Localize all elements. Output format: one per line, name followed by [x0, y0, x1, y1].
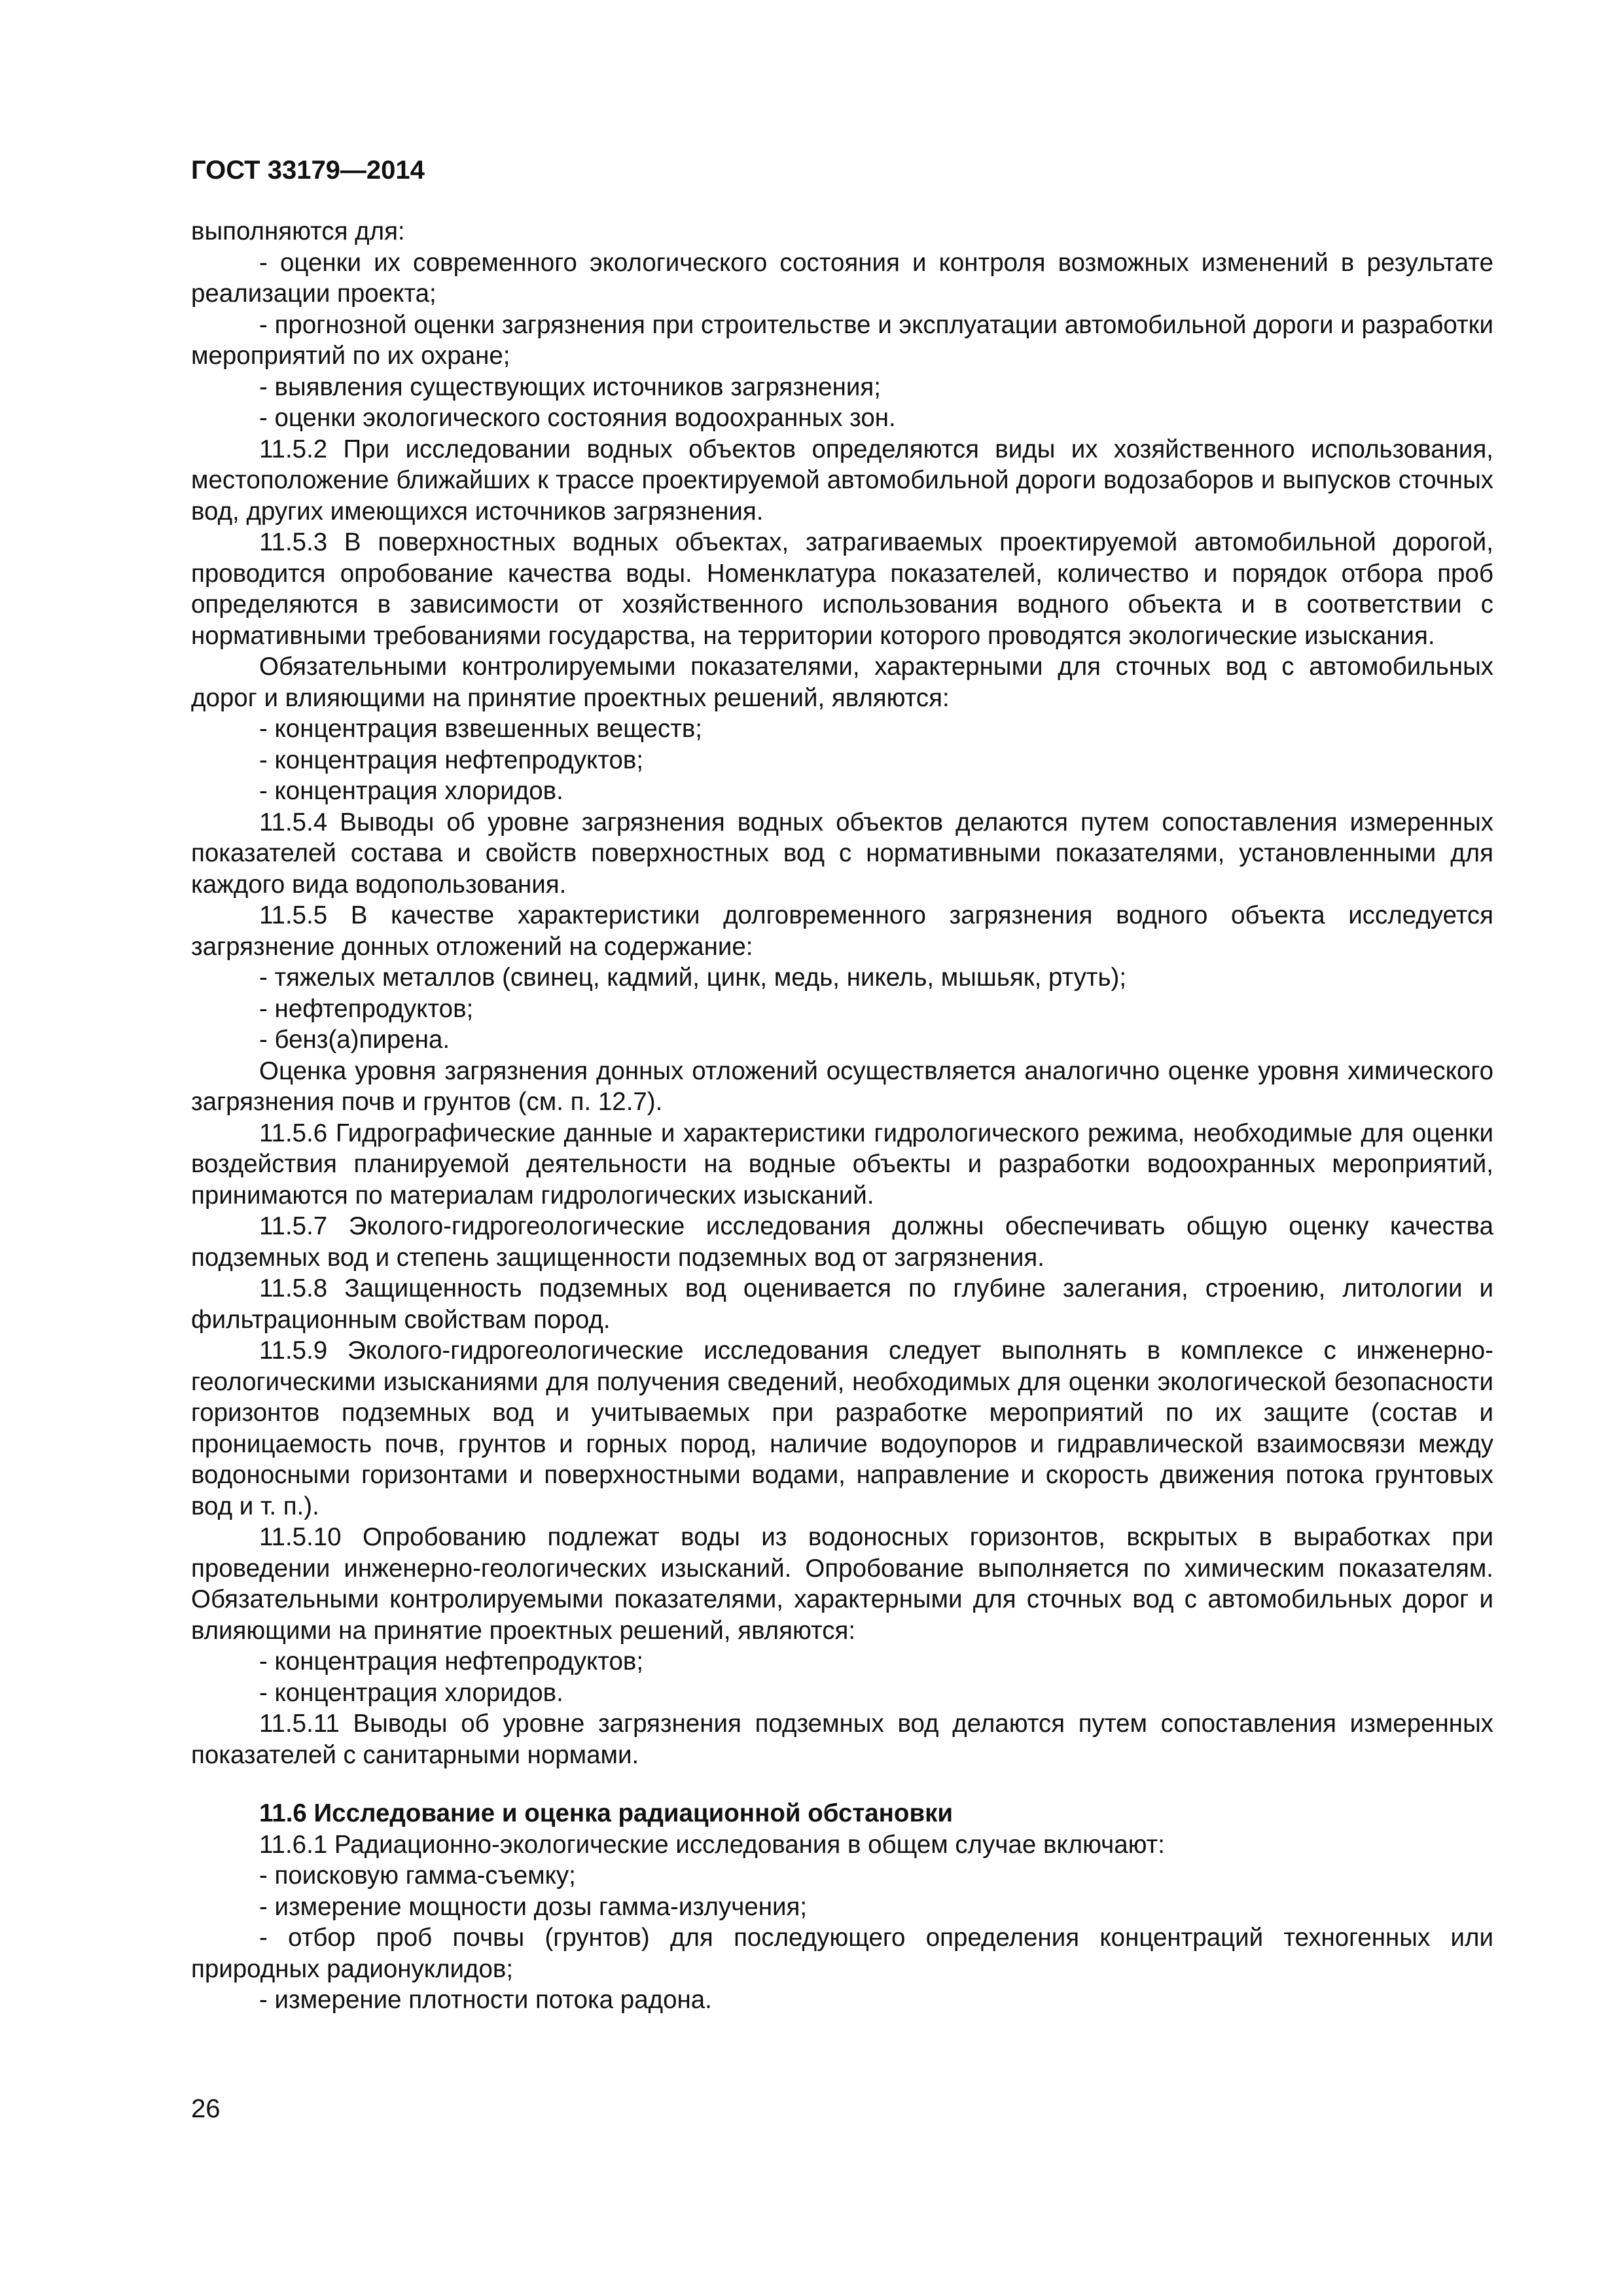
- paragraph: 11.5.8 Защищенность подземных вод оценивается по глубине залегания, строению, литологии и фильтрационным свойствам пород.: [191, 1274, 1493, 1334]
- paragraph: 11.5.7 Эколого-гидрогеологические исследования должны обеспечивать общую оценку качества подземных вод и степень защищенности подземных вод от загрязнения.: [191, 1212, 1493, 1272]
- list-item: - измерение плотности потока радона.: [259, 1986, 712, 2014]
- paragraph: 11.5.4 Выводы об уровне загрязнения водных объектов делаются путем сопоставления измеренных показателей состава и свойств поверхностных вод с нормативными показателями, установленными для каждого вида водопользования.: [191, 808, 1493, 899]
- paragraph: 11.5.6 Гидрографические данные и характеристики гидрологического режима, необходимые для оценки воздействия планируемой деятельности на водные объекты и разработки водоохранных мероприятий, принимаются по материалам гидрологических изысканий.: [191, 1119, 1493, 1210]
- paragraph: 11.5.11 Выводы об уровне загрязнения подземных вод делаются путем сопоставления измеренных показателей с санитарными нормами.: [191, 1710, 1493, 1769]
- paragraph: 11.5.5 В качестве характеристики долговременного загрязнения водного объекта исследуется загрязнение донных отложений на содержание:: [191, 901, 1493, 961]
- list-item: - нефтепродуктов;: [259, 994, 474, 1023]
- list-item: - отбор проб почвы (грунтов) для последующего определения концентраций техногенных или природных радионуклидов;: [191, 1924, 1493, 1983]
- list-item: - бенз(а)пирена.: [259, 1026, 450, 1054]
- paragraph: 11.6.1 Радиационно-экологические исследования в общем случае включают:: [259, 1830, 1166, 1859]
- list-item: - прогнозной оценки загрязнения при строительстве и эксплуатации автомобильной дороги и разработки мероприятий по их охране;: [191, 310, 1493, 370]
- list-item: - концентрация нефтепродуктов;: [259, 745, 644, 774]
- paragraph: 11.5.2 При исследовании водных объектов определяются виды их хозяйственного использования, местоположение ближайших к трассе проектируемой автомобильной дороги водозаборов и выпусков сточных вод, других имеющихся источников загрязнения.: [191, 435, 1493, 526]
- document-body: [191, 216, 1493, 2016]
- paragraph: Обязательными контролируемыми показателями, характерными для сточных вод с автомобильных дорог и влияющими на принятие проектных решений, являются:: [191, 653, 1493, 712]
- paragraph: выполняются для:: [191, 217, 405, 245]
- list-item: - измерение мощности дозы гамма-излучения;: [259, 1892, 808, 1921]
- section-heading: 11.6 Исследование и оценка радиационной обстановки: [259, 1799, 954, 1827]
- list-item: - концентрация хлоридов.: [259, 1678, 563, 1707]
- document-header: ГОСТ 33179—2014: [191, 156, 425, 185]
- list-item: - выявления существующих источников загрязнения;: [259, 372, 881, 401]
- list-item: - поисковую гамма-съемку;: [259, 1861, 576, 1890]
- list-item: - тяжелых металлов (свинец, кадмий, цинк, медь, никель, мышьяк, ртуть);: [259, 963, 1127, 992]
- list-item: - концентрация нефтепродуктов;: [259, 1647, 644, 1676]
- list-item: - концентрация взвешенных веществ;: [259, 715, 702, 743]
- paragraph: Оценка уровня загрязнения донных отложений осуществляется аналогично оценке уровня химического загрязнения почв и грунтов (см. п. 12.7).: [191, 1056, 1493, 1116]
- paragraph: 11.5.10 Опробованию подлежат воды из водоносных горизонтов, вскрытых в выработках при проведении инженерно-геологических изысканий. Опробование выполняется по химическим показателям. Обязательными контролируемыми показателями, характерными для сточных вод с автомобильных дорог и влияющими на принятие проектных решений, являются:: [191, 1523, 1493, 1645]
- page-number: 26: [191, 2094, 221, 2123]
- list-item: - оценки их современного экологического состояния и контроля возможных изменений в результате реализации проекта;: [191, 248, 1493, 308]
- paragraph: 11.5.9 Эколого-гидрогеологические исследования следует выполнять в комплексе с инженерно-геологическими изысканиями для получения сведений, необходимых для оценки экологической безопасности горизонтов подземных вод и учитываемых при разработке мероприятий по их защите (состав и проницаемость почв, грунтов и горных пород, наличие водоупоров и гидравлической взаимосвязи между водоносными горизонтами и поверхностными водами, направление и скорость движения потока грунтовых вод и т. п.).: [191, 1336, 1493, 1520]
- list-item: - оценки экологического состояния водоохранных зон.: [259, 404, 896, 432]
- paragraph: 11.5.3 В поверхностных водных объектах, затрагиваемых проектируемой автомобильной дорогой, проводится опробование качества воды. Номенклатура показателей, количество и порядок отбора проб определяются в зависимости от хозяйственного использования водного объекта и в соответствии с нормативными требованиями государства, на территории которого проводятся экологические изыскания.: [191, 528, 1493, 650]
- list-item: - концентрация хлоридов.: [259, 777, 563, 805]
